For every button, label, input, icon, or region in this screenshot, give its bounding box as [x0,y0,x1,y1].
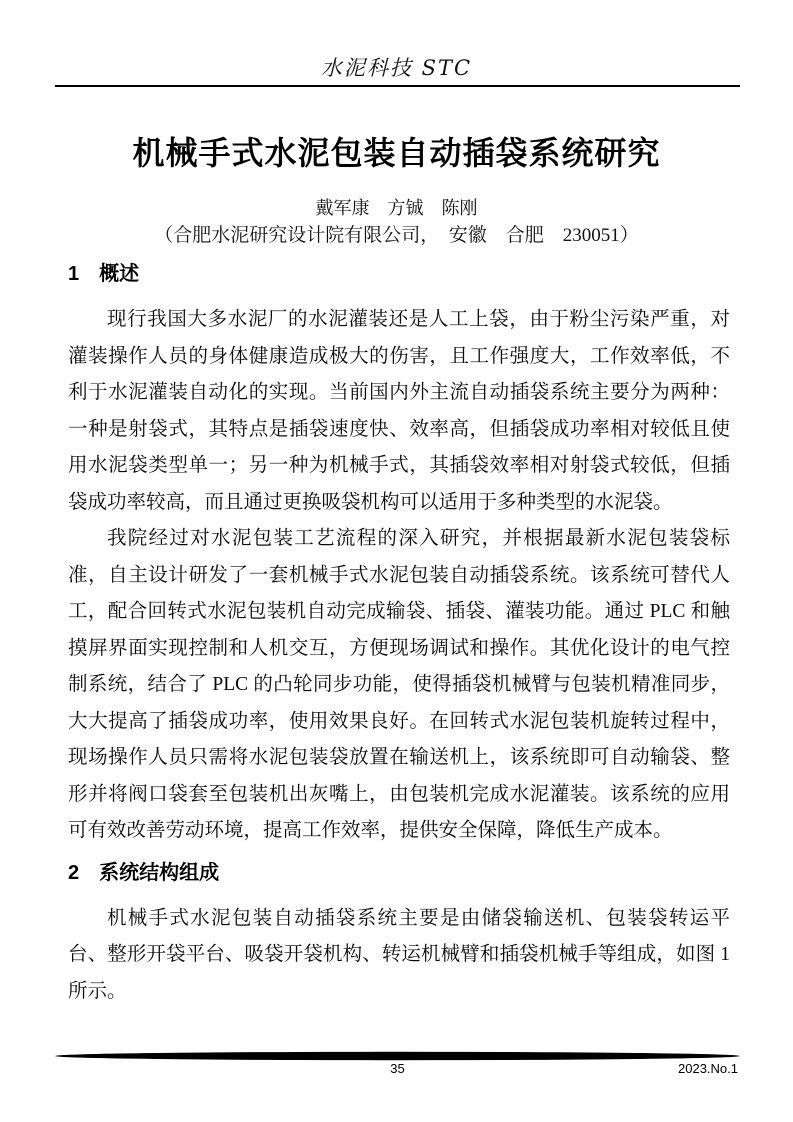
section-2-number: 2 [68,861,80,884]
paragraph: 机械手式水泥包装自动插袋系统主要是由储袋输送机、包装袋转运平台、整形开袋平台、吸袋开袋机构、转运机械臂和插袋机械手等组成，如图 1 所示。 [68,907,730,1002]
section-1-title: 概述 [99,263,140,285]
issue-label: 2023.No.1 [678,1061,738,1076]
page-number: 35 [390,1061,405,1076]
affiliation-line: （合肥水泥研究设计院有限公司， 安徽 合肥 230051） [154,225,639,246]
section-1-number: 1 [68,263,80,285]
footer-rule [55,1051,740,1061]
section-1-heading [68,260,730,288]
section-2-title: 系统结构组成 [99,861,220,884]
paragraph: 现行我国大多水泥厂的水泥灌装还是人工上袋，由于粉尘污染严重，对灌装操作人员的身体健康造成极大的伤害，且工作强度大，工作效率低，不利于水泥灌装自动化的实现。当前国内外主流自动插袋系统主要分为两种：一种是射袋式，其特点是插袋速度快、效率高，但插袋成功率相对较低且使用水泥袋类型单一；另一种为机械手式，其插袋效率相对射袋式较低，但插袋成功率较高，而且通过更换吸袋机构可以适用于多种类型的水泥袋。 [68,309,730,513]
journal-title: 水泥科技 STC [320,56,473,80]
section-2-heading [68,859,730,887]
paper-title: 机械手式水泥包装自动插袋系统研究 [132,135,661,171]
header-rule [55,85,740,87]
article-body [68,260,730,1010]
authors-line: 戴军康 方铖 陈刚 [315,198,478,218]
footer [55,1061,740,1079]
paragraph: 我院经过对水泥包装工艺流程的深入研究，并根据最新水泥包装袋标准，自主设计研发了一套机械手式水泥包装自动插袋系统。该系统可替代人工，配合回转式水泥包装机自动完成输袋、插袋、灌装功能。通过 PLC 和触摸屏界面实现控制和人机交互，方便现场调试和操作。其优化设计的电气控制系统，结合了 PLC 的凸轮同步功能，使得插袋机械臂与包装机精准同步，大大提高了插袋成功率，使用效果良好。在回转式水泥包装机旋转过程中，现场操作人员只需将水泥包装袋放置在输送机上，该系统即可自动输袋、整形并将阀口袋套至包装机出灰嘴上，由包装机完成水泥灌装。该系统的应用可有效改善劳动环境，提高工作效率，提供安全保障，降低生产成本。 [68,528,730,841]
